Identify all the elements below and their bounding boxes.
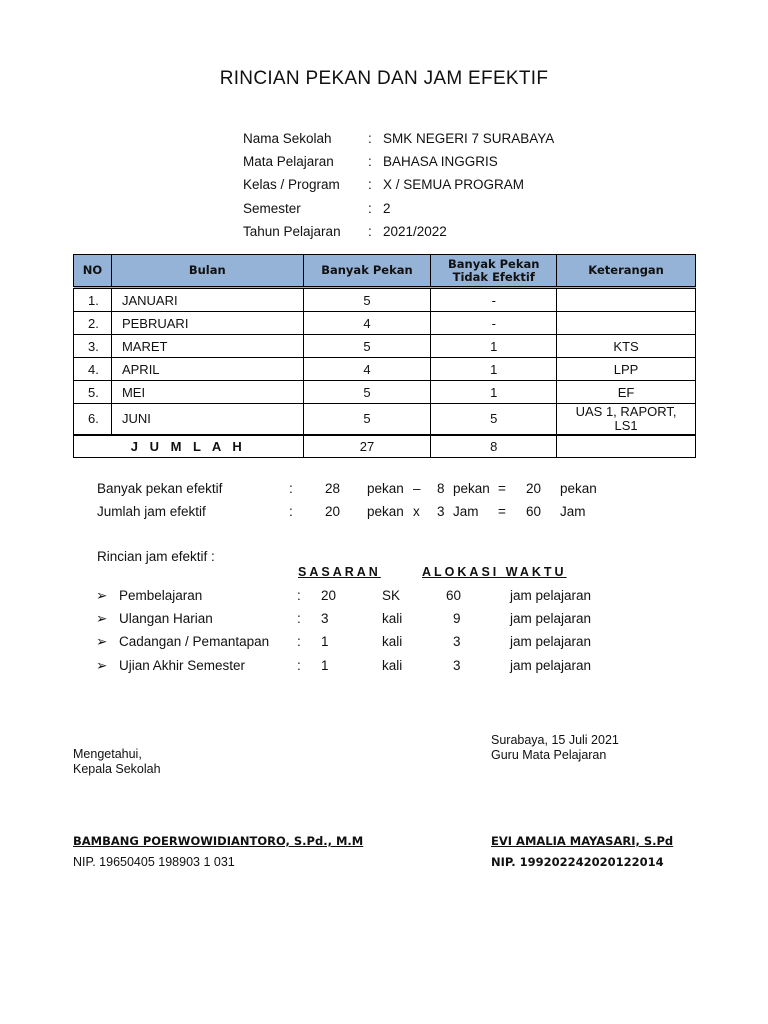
table-row xyxy=(74,288,696,312)
rincian-colon: : xyxy=(297,588,301,603)
rincian-heading: Rincian jam efektif : xyxy=(97,549,215,564)
table-row xyxy=(74,358,696,381)
bullet-arrow-icon: ➢ xyxy=(96,588,108,603)
calc-unit: pekan xyxy=(367,504,404,519)
table-total-row xyxy=(74,435,696,458)
rincian-qty: 20 xyxy=(321,588,337,603)
cell-month: APRIL xyxy=(111,358,303,381)
rincian-colon: : xyxy=(297,634,301,649)
header-no: NO xyxy=(74,255,112,288)
header-notes: Keterangan xyxy=(557,255,696,288)
cell-noneffective: 1 xyxy=(431,358,557,381)
cell-no: 2. xyxy=(74,312,112,335)
cell-no: 5. xyxy=(74,381,112,404)
table-row xyxy=(74,404,696,436)
teacher-nip: NIP. 199202242020122014 xyxy=(491,855,664,869)
col-alokasi-waktu: ALOKASI WAKTU xyxy=(422,565,567,579)
rincian-alloc-unit: jam pelajaran xyxy=(510,588,592,603)
cell-month: PEBRUARI xyxy=(111,312,303,335)
info-label: Semester xyxy=(243,201,301,216)
cell-notes: EF xyxy=(557,381,696,404)
cell-noneffective: 1 xyxy=(431,381,557,404)
rincian-label: Ulangan Harian xyxy=(119,611,213,626)
info-colon: : xyxy=(368,131,372,146)
cell-weeks: 5 xyxy=(303,335,431,358)
rincian-alloc: 9 xyxy=(453,611,461,626)
rincian-unit: kali xyxy=(382,658,403,673)
table-header-row xyxy=(74,255,696,288)
header-weeks: Banyak Pekan xyxy=(303,255,431,288)
info-colon: : xyxy=(368,177,372,192)
rincian-alloc-unit: jam pelajaran xyxy=(510,611,592,626)
header-month: Bulan xyxy=(111,255,303,288)
total-label: J U M L A H xyxy=(74,435,304,458)
teacher-role: Guru Mata Pelajaran xyxy=(491,748,607,762)
rincian-qty: 3 xyxy=(321,611,329,626)
cell-no: 3. xyxy=(74,335,112,358)
bullet-arrow-icon: ➢ xyxy=(96,611,108,626)
cell-weeks: 4 xyxy=(303,358,431,381)
info-label: Nama Sekolah xyxy=(243,131,332,146)
cell-notes: UAS 1, RAPORT, LS1 xyxy=(557,404,696,436)
calc-unit: Jam xyxy=(453,504,479,519)
cell-notes: LPP xyxy=(557,358,696,381)
cell-weeks: 5 xyxy=(303,404,431,436)
cell-notes xyxy=(557,288,696,312)
cell-month: MEI xyxy=(111,381,303,404)
cell-weeks: 5 xyxy=(303,288,431,312)
calc-value: 3 xyxy=(437,504,445,519)
cell-noneffective: - xyxy=(431,312,557,335)
rincian-alloc: 3 xyxy=(453,658,461,673)
cell-weeks: 5 xyxy=(303,381,431,404)
total-noneffective: 8 xyxy=(431,435,557,458)
calc-label: Banyak pekan efektif xyxy=(97,481,223,496)
info-label: Tahun Pelajaran xyxy=(243,224,341,239)
calc-equals: = xyxy=(498,504,506,519)
calc-label: Jumlah jam efektif xyxy=(97,504,206,519)
bullet-arrow-icon: ➢ xyxy=(96,634,108,649)
info-label: Mata Pelajaran xyxy=(243,154,334,169)
rincian-unit: kali xyxy=(382,634,403,649)
col-sasaran: SASARAN xyxy=(298,565,381,579)
rincian-qty: 1 xyxy=(321,634,329,649)
cell-notes xyxy=(557,312,696,335)
principal-nip: NIP. 19650405 198903 1 031 xyxy=(73,855,235,869)
calc-value: 20 xyxy=(325,504,341,519)
cell-notes: KTS xyxy=(557,335,696,358)
calc-operator: – xyxy=(413,481,421,496)
acknowledged-label: Mengetahui, xyxy=(73,747,142,761)
rincian-alloc-unit: jam pelajaran xyxy=(510,658,592,673)
table-row xyxy=(74,335,696,358)
principal-role: Kepala Sekolah xyxy=(73,762,161,776)
rincian-alloc-unit: jam pelajaran xyxy=(510,634,592,649)
calc-colon: : xyxy=(289,481,293,496)
info-colon: : xyxy=(368,224,372,239)
info-value: 2 xyxy=(383,201,391,216)
page-title: RINCIAN PEKAN DAN JAM EFEKTIF xyxy=(219,68,549,89)
info-colon: : xyxy=(368,201,372,216)
rincian-qty: 1 xyxy=(321,658,329,673)
calc-result: 20 xyxy=(526,481,542,496)
calc-operator: x xyxy=(413,504,420,519)
principal-name: BAMBANG POERWOWIDIANTORO, S.Pd., M.M xyxy=(73,834,364,848)
calc-value: 8 xyxy=(437,481,445,496)
teacher-name: EVI AMALIA MAYASARI, S.Pd xyxy=(491,834,674,848)
cell-no: 4. xyxy=(74,358,112,381)
info-value: X / SEMUA PROGRAM xyxy=(383,177,525,192)
cell-weeks: 4 xyxy=(303,312,431,335)
cell-noneffective: 5 xyxy=(431,404,557,436)
rincian-colon: : xyxy=(297,611,301,626)
rincian-label: Ujian Akhir Semester xyxy=(119,658,246,673)
info-colon: : xyxy=(368,154,372,169)
place-date: Surabaya, 15 Juli 2021 xyxy=(491,733,619,747)
info-value: SMK NEGERI 7 SURABAYA xyxy=(383,131,555,146)
cell-month: JUNI xyxy=(111,404,303,436)
cell-no: 6. xyxy=(74,404,112,436)
cell-noneffective: - xyxy=(431,288,557,312)
rincian-label: Cadangan / Pemantapan xyxy=(119,634,270,649)
rincian-alloc: 60 xyxy=(446,588,462,603)
rincian-label: Pembelajaran xyxy=(119,588,203,603)
calc-unit: pekan xyxy=(367,481,404,496)
calc-unit: pekan xyxy=(560,481,597,496)
rincian-unit: SK xyxy=(382,588,401,603)
calc-value: 28 xyxy=(325,481,341,496)
info-value: 2021/2022 xyxy=(383,224,447,239)
table-row xyxy=(74,312,696,335)
header-noneffective-weeks: Banyak Pekan Tidak Efektif xyxy=(431,255,557,288)
cell-no: 1. xyxy=(74,288,112,312)
bullet-arrow-icon: ➢ xyxy=(96,658,108,673)
calc-unit: Jam xyxy=(560,504,586,519)
rincian-colon: : xyxy=(297,658,301,673)
info-value: BAHASA INGGRIS xyxy=(383,154,498,169)
calc-colon: : xyxy=(289,504,293,519)
info-label: Kelas / Program xyxy=(243,177,340,192)
cell-month: JANUARI xyxy=(111,288,303,312)
rincian-alloc: 3 xyxy=(453,634,461,649)
calc-result: 60 xyxy=(526,504,542,519)
calc-unit: pekan xyxy=(453,481,490,496)
weeks-table xyxy=(73,254,696,458)
cell-month: MARET xyxy=(111,335,303,358)
rincian-unit: kali xyxy=(382,611,403,626)
cell-noneffective: 1 xyxy=(431,335,557,358)
calc-equals: = xyxy=(498,481,506,496)
table-row xyxy=(74,381,696,404)
total-weeks: 27 xyxy=(303,435,431,458)
total-notes xyxy=(557,435,696,458)
